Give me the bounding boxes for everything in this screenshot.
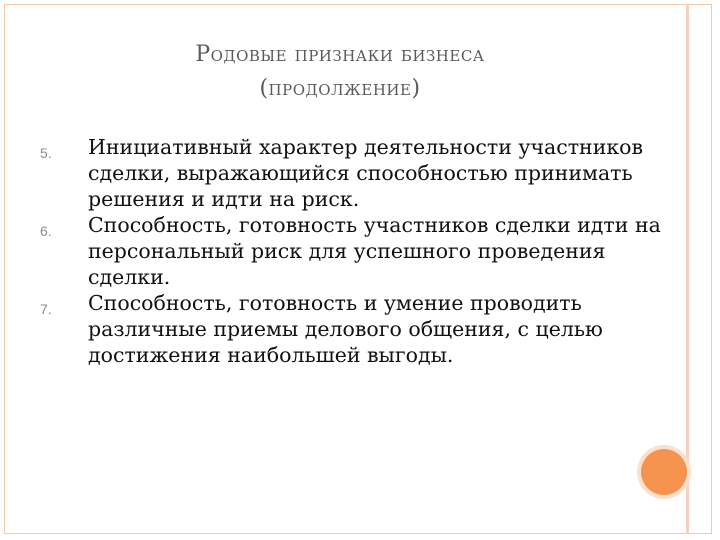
decorative-circle: [641, 449, 687, 495]
list-item: [40, 212, 680, 290]
list-item: [40, 290, 680, 368]
numbered-list: [40, 134, 680, 368]
list-item-number: 6.: [40, 223, 52, 239]
list-item: [40, 134, 680, 212]
list-item-number: 5.: [40, 145, 52, 161]
slide-title: [110, 38, 570, 106]
slide-title-line-1: Родовые признаки бизнеса: [195, 42, 485, 67]
list-item-text: Способность, готовность и умение проводить различные приемы делового общения, с целью достижения наибольшей выгоды.: [88, 291, 603, 367]
list-item-number: 7.: [40, 301, 52, 317]
slide-title-line-2: (продолжение): [259, 76, 421, 101]
list-item-text: Способность, готовность участников сделки идти на персональный риск для успешного проведения сделки.: [88, 213, 661, 289]
slide-frame-band: [686, 4, 689, 534]
list-item-text: Инициативный характер деятельности участников сделки, выражающийся способностью принимать решения и идти на риск.: [88, 135, 644, 211]
